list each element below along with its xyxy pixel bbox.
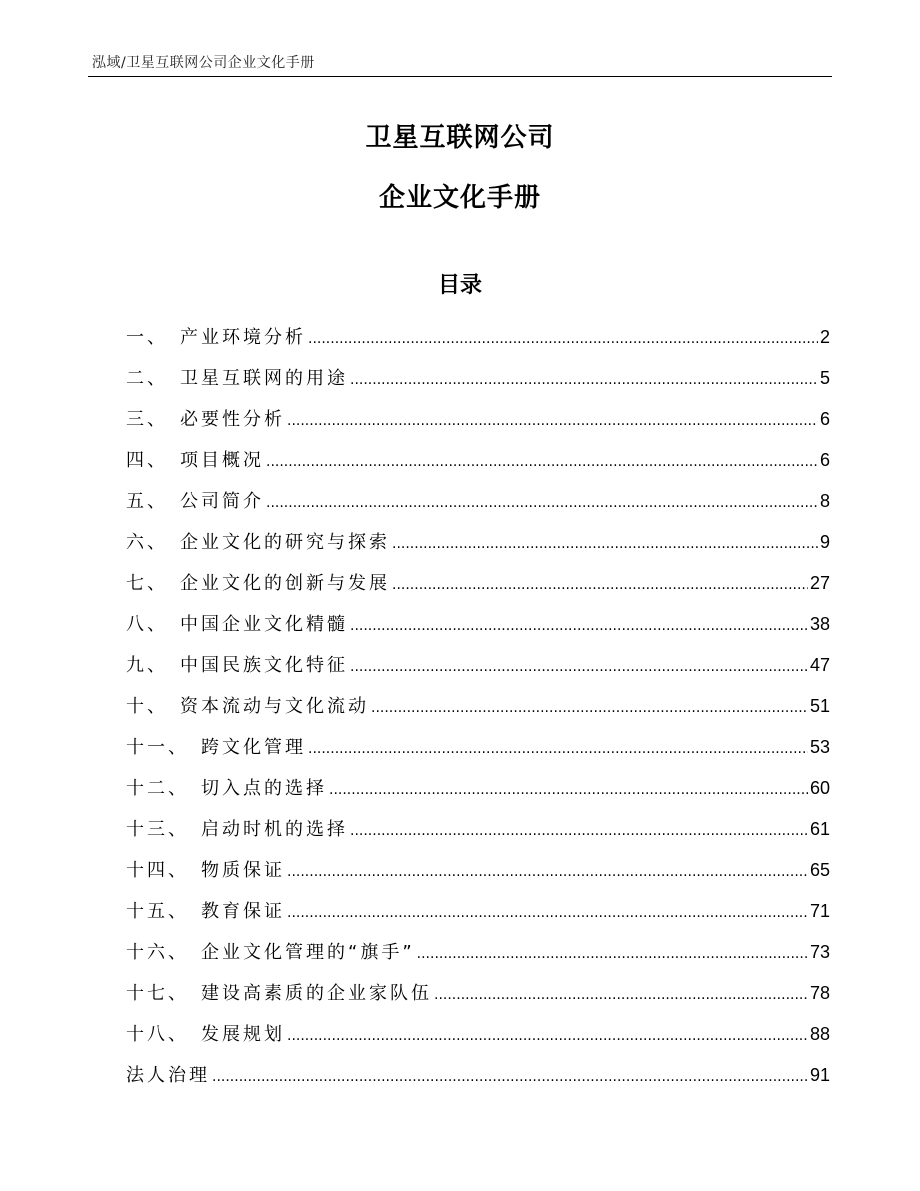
toc-entry[interactable] <box>126 609 830 650</box>
toc-entry-title: 建设高素质的企业家队伍 <box>201 983 432 1004</box>
table-of-contents <box>126 322 830 1101</box>
toc-entry-page: 27 <box>809 573 830 593</box>
toc-entry-title: 卫星互联网的用途 <box>180 368 348 389</box>
toc-entry-page: 5 <box>819 368 830 388</box>
toc-entry-number: 八、 <box>126 614 168 635</box>
toc-entry-number: 十一、 <box>126 737 189 758</box>
toc-entry-page: 51 <box>809 696 830 716</box>
toc-entry-title: 中国企业文化精髓 <box>180 614 348 635</box>
toc-entry-page: 2 <box>819 327 830 347</box>
toc-dot-leader <box>266 488 818 518</box>
toc-entry[interactable] <box>126 527 830 568</box>
toc-entry[interactable] <box>126 732 830 773</box>
toc-entry-page: 38 <box>809 614 830 634</box>
toc-entry[interactable] <box>126 404 830 445</box>
toc-dot-leader <box>308 734 808 764</box>
toc-entry[interactable] <box>126 363 830 404</box>
toc-entry-number: 十二、 <box>126 778 189 799</box>
toc-entry[interactable] <box>126 814 830 855</box>
toc-entry-number: 六、 <box>126 532 168 553</box>
toc-entry[interactable] <box>126 896 830 937</box>
toc-entry-title: 企业文化的研究与探索 <box>180 532 390 553</box>
toc-dot-leader <box>308 324 818 354</box>
toc-entry-title: 法人治理 <box>126 1065 210 1086</box>
toc-entry[interactable] <box>126 322 830 363</box>
header-rule <box>88 76 832 77</box>
toc-dot-leader <box>350 365 818 395</box>
toc-entry-title: 中国民族文化特征 <box>180 655 348 676</box>
toc-entry-number: 十七、 <box>126 983 189 1004</box>
toc-entry[interactable] <box>126 445 830 486</box>
toc-entry-page: 9 <box>819 532 830 552</box>
toc-entry-title: 公司简介 <box>180 491 264 512</box>
toc-entry-number: 七、 <box>126 573 168 594</box>
toc-entry-page: 47 <box>809 655 830 675</box>
toc-entry-number: 三、 <box>126 409 168 430</box>
toc-entry-page: 71 <box>809 901 830 921</box>
toc-entry[interactable] <box>126 650 830 691</box>
toc-entry-number: 九、 <box>126 655 168 676</box>
toc-entry[interactable] <box>126 568 830 609</box>
toc-entry-title: 资本流动与文化流动 <box>180 696 369 717</box>
toc-entry-title: 切入点的选择 <box>201 778 327 799</box>
toc-entry-page: 61 <box>809 819 830 839</box>
toc-entry-title: 发展规划 <box>201 1024 285 1045</box>
toc-dot-leader <box>417 939 808 969</box>
toc-entry-page: 60 <box>809 778 830 798</box>
document-title: 卫星互联网公司 <box>365 123 555 153</box>
toc-entry-number: 四、 <box>126 450 168 471</box>
toc-dot-leader <box>350 816 808 846</box>
toc-entry-page: 6 <box>819 409 830 429</box>
toc-dot-leader <box>329 775 808 805</box>
toc-entry-page: 8 <box>819 491 830 511</box>
toc-entry-number: 十、 <box>126 696 168 717</box>
toc-dot-leader <box>287 406 818 436</box>
running-header: 泓域/卫星互联网公司企业文化手册 <box>92 55 315 71</box>
toc-entry-title: 企业文化管理的“旗手” <box>201 942 415 963</box>
toc-entry-title: 产业环境分析 <box>180 327 306 348</box>
toc-entry-page: 53 <box>809 737 830 757</box>
toc-entry-title: 物质保证 <box>201 860 285 881</box>
toc-entry-page: 65 <box>809 860 830 880</box>
toc-entry[interactable] <box>126 1060 830 1101</box>
toc-entry[interactable] <box>126 691 830 732</box>
toc-entry[interactable] <box>126 978 830 1019</box>
toc-entry[interactable] <box>126 855 830 896</box>
toc-entry-title: 项目概况 <box>180 450 264 471</box>
toc-entry-title: 必要性分析 <box>180 409 285 430</box>
toc-entry-page: 78 <box>809 983 830 1003</box>
toc-entry-number: 二、 <box>126 368 168 389</box>
toc-dot-leader <box>392 529 818 559</box>
toc-entry-number: 十五、 <box>126 901 189 922</box>
toc-entry[interactable] <box>126 773 830 814</box>
toc-entry-title: 跨文化管理 <box>201 737 306 758</box>
toc-dot-leader <box>266 447 818 477</box>
toc-entry-title: 教育保证 <box>201 901 285 922</box>
toc-dot-leader <box>287 898 808 928</box>
toc-entry-number: 十六、 <box>126 942 189 963</box>
toc-entry-number: 十四、 <box>126 860 189 881</box>
toc-entry-title: 启动时机的选择 <box>201 819 348 840</box>
toc-dot-leader <box>350 652 808 682</box>
toc-entry-number: 十三、 <box>126 819 189 840</box>
toc-heading: 目录 <box>437 273 482 298</box>
toc-entry-page: 6 <box>819 450 830 470</box>
toc-entry-page: 73 <box>809 942 830 962</box>
toc-dot-leader <box>434 980 808 1010</box>
toc-dot-leader <box>392 570 808 600</box>
document-subtitle: 企业文化手册 <box>378 183 541 213</box>
toc-entry-page: 91 <box>809 1065 830 1085</box>
toc-entry[interactable] <box>126 486 830 527</box>
toc-dot-leader <box>371 693 808 723</box>
toc-entry[interactable] <box>126 1019 830 1060</box>
toc-dot-leader <box>287 857 808 887</box>
toc-dot-leader <box>287 1021 808 1051</box>
toc-entry-number: 十八、 <box>126 1024 189 1045</box>
toc-entry-number: 一、 <box>126 327 168 348</box>
toc-entry[interactable] <box>126 937 830 978</box>
toc-dot-leader <box>350 611 808 641</box>
toc-entry-number: 五、 <box>126 491 168 512</box>
toc-dot-leader <box>212 1062 808 1092</box>
toc-entry-title: 企业文化的创新与发展 <box>180 573 390 594</box>
toc-entry-page: 88 <box>809 1024 830 1044</box>
